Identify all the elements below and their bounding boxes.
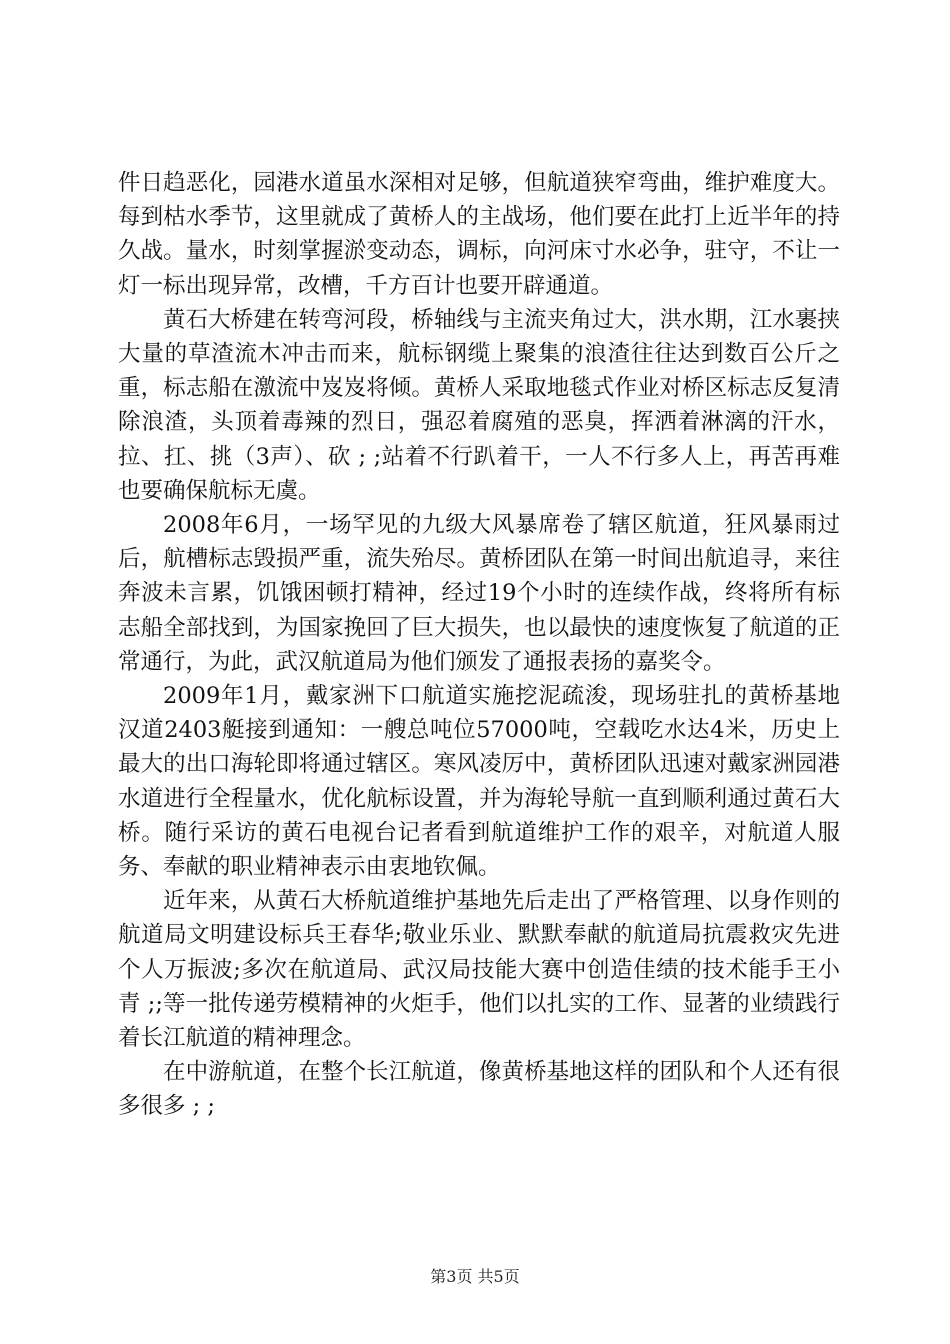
paragraph-6: 在中游航道，在整个长江航道，像黄桥基地这样的团队和个人还有很多很多 ; ;: [118, 1059, 840, 1120]
paragraph-3: 2008年6月，一场罕见的九级大风暴席卷了辖区航道，狂风暴雨过后，航槽标志毁损严重，流失殆尽。黄桥团队在第一时间出航追寻，来往奔波未言累，饥饿困顿打精神，经过19个小时的连续作战，终将所有标志船全部找到，为国家挽回了巨大损失，也以最快的速度恢复了航道的正常通行，为此，武汉航道局为他们颁发了通报表扬的嘉奖令。: [118, 512, 840, 675]
paragraph-4: 2009年1月，戴家洲下口航道实施挖泥疏浚，现场驻扎的黄桥基地汉道2403艇接到通知：一艘总吨位57000吨，空载吃水达4米，历史上最大的出口海轮即将通过辖区。寒风凌厉中，黄桥团队迅速对戴家洲园港水道进行全程量水，优化航标设置，并为海轮导航一直到顺利通过黄石大桥。随行采访的黄石电视台记者看到航道维护工作的艰辛，对航道人服务、奉献的职业精神表示由衷地钦佩。: [118, 683, 840, 881]
paragraph-1: 件日趋恶化，园港水道虽水深相对足够，但航道狭窄弯曲，维护难度大。每到枯水季节，这里就成了黄桥人的主战场，他们要在此打上近半年的持久战。量水，时刻掌握淤变动态，调标，向河床寸水必争，驻守，不让一灯一标出现异常，改槽，千方百计也要开辟通道。: [118, 170, 840, 299]
page-footer: 第3页 共5页: [430, 1267, 520, 1286]
document-body: [118, 166, 840, 1124]
paragraph-2: 黄石大桥建在转弯河段，桥轴线与主流夹角过大，洪水期，江水裹挟大量的草渣流木冲击而来，航标钢缆上聚集的浪渣往往达到数百公斤之重，标志船在激流中岌岌将倾。黄桥人采取地毯式作业对桥区标志反复清除浪渣，头顶着毒辣的烈日，强忍着腐殖的恶臭，挥洒着淋漓的汗水，拉、扛、挑（3声）、砍 ; ;站着不行趴着干，一人不行多人上，再苦再难也要确保航标无虞。: [118, 306, 840, 504]
paragraph-5: 近年来，从黄石大桥航道维护基地先后走出了严格管理、以身作则的航道局文明建设标兵王春华;敬业乐业、默默奉献的航道局抗震救灾先进个人万振波;多次在航道局、武汉局技能大赛中创造佳绩的技术能手王小青 ;;等一批传递劳模精神的火炬手，他们以扎实的工作、显著的业绩践行着长江航道的精神理念。: [118, 888, 840, 1052]
